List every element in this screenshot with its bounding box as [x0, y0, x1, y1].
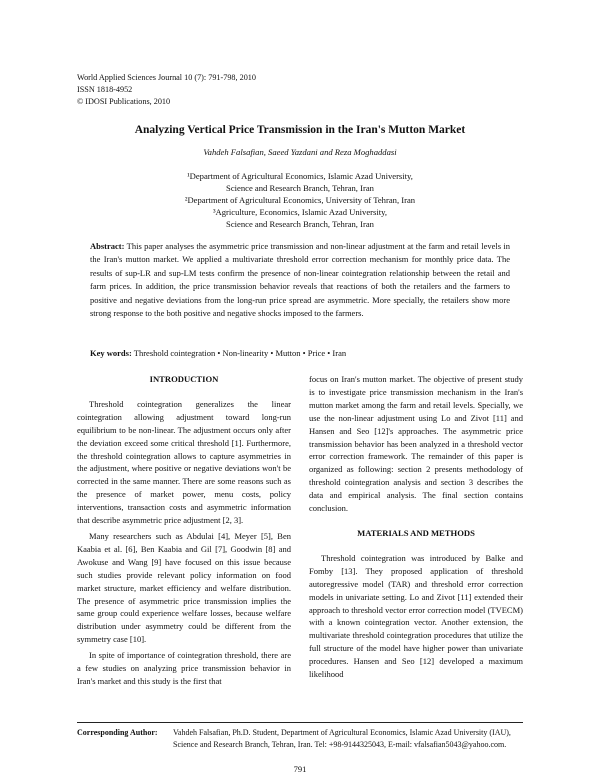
journal-copyright: © IDOSI Publications, 2010: [77, 97, 171, 106]
footer-rule: [77, 722, 523, 723]
paragraph: In spite of importance of cointegration threshold, there are a few studies on analyzing price transmission behavior in Iran's market and this study is the first that: [77, 650, 291, 686]
paper-title: Analyzing Vertical Price Transmission in the Iran's Mutton Market: [134, 124, 466, 136]
corresponding-text: Vahdeh Falsafian, Ph.D. Student, Department of Agricultural Economics, Islamic Azad University (IAU), Science and Research Branch, Tehran, Iran. Tel: +98-9144325043, E-mail: vfalsafian5043@yahoo.com.: [173, 728, 511, 749]
right-column: [309, 373, 523, 681]
paragraph: Threshold cointegration was introduced by Balke and Fomby [13]. They proposed application of threshold autoregressive model (TAR) and threshold error correction models in univariate setting. Lo and Zivot [11] extended their approach to threshold vector error correction model (TVECM) with a known cointegration vector. Another extension, the multivariate threshold cointegration procedures that utilize the full structure of the model have higher power than univariate procedures. Hansen and Seo [12] developed a maximum likelihood: [309, 552, 523, 680]
affiliation-line: Science and Research Branch, Tehran, Iran: [226, 183, 374, 193]
affiliations: [150, 170, 450, 230]
paragraph: focus on Iran's mutton market. The objective of present study is to investigate price transmission mechanism in the Iran's mutton market among the farm and retail levels. Specially, we use the non-linear adjustment using Lo and Zivot [11] and Hansen and Seo [12]'s approaches. The asymmetric price transmission behavior has been analyzed in a threshold vector error correction framework. The remainder of this paper is organized as following: section 2 presents methodology of threshold cointegration analysis and section 3 describes the data and empirical analysis. The final section contains conclusion.: [309, 374, 523, 514]
abstract-text: This paper analyses the asymmetric price transmission and non-linear adjustment at the farm and retail levels in the Iran's mutton market. We applied a multivariate threshold error correction mechanism for monthly price data. The results of sup-LR and sup-LM tests confirm the presence of non-linear cointegration relationship between the retail and farm prices. In addition, the price transmission behavior reveals that reactions of both the retailers and the farmers to positive and negative deviations from the long-run price spread are asymmetric. More specially, the retailers show more strong response to the both positive and negative shocks imposed to the farmers.: [90, 241, 510, 319]
paragraph: Threshold cointegration generalizes the linear cointegration allowing adjustment toward long-run equilibrium to be non-linear. The adjustment occurs only after the deviation exceed some critical threshold [1]. Furthermore, the threshold cointegration allows to capture asymmetries in the adjustment, where positive or negative deviations won't be corrected in the same manner. There are some reasons such as the presence of market power, menu costs, policy interventions, transaction costs and asymmetric information that describe asymmetric price adjustment [2, 3].: [77, 398, 291, 526]
keywords-label: Key words:: [90, 348, 132, 358]
keywords: [90, 348, 510, 358]
abstract-label: Abstract:: [90, 241, 125, 251]
journal-citation: World Applied Sciences Journal 10 (7): 791-798, 2010: [77, 73, 256, 82]
affiliation-line: ¹Department of Agricultural Economics, Islamic Azad University,: [187, 171, 413, 181]
page-number: 791: [293, 764, 307, 774]
journal-issn: ISSN 1818-4952: [77, 85, 133, 94]
affiliation-line: ³Agriculture, Economics, Islamic Azad University,: [212, 207, 388, 217]
section-heading-methods: MATERIALS AND METHODS: [357, 527, 475, 538]
corresponding-author: [77, 727, 523, 750]
left-column: [77, 373, 291, 688]
journal-header: [77, 72, 256, 108]
affiliation-line: ²Department of Agricultural Economics, University of Tehran, Iran: [184, 195, 416, 205]
paragraph: Many researchers such as Abdulai [4], Meyer [5], Ben Kaabia et al. [6], Ben Kaabia and Gil [7], Goodwin [8] and Awokuse and Wang [9] have focused on this issue because such studies provide relevant policy information on food market structure, market efficiency and welfare distribution. The presence of asymmetric price transmission implies the same group could experience welfare losses, because welfare distribution under asymmetry could be different from the symmetry case [10].: [77, 530, 291, 645]
section-heading-introduction: INTRODUCTION: [149, 374, 219, 384]
abstract: [90, 240, 510, 320]
keywords-text: Threshold cointegration • Non-linearity • Mutton • Price • Iran: [133, 348, 347, 358]
affiliation-line: Science and Research Branch, Tehran, Iran: [226, 219, 374, 229]
corresponding-label: Corresponding Author:: [77, 728, 158, 737]
author-list: Vahdeh Falsafian, Saeed Yazdani and Reza Moghaddasi: [203, 147, 397, 157]
